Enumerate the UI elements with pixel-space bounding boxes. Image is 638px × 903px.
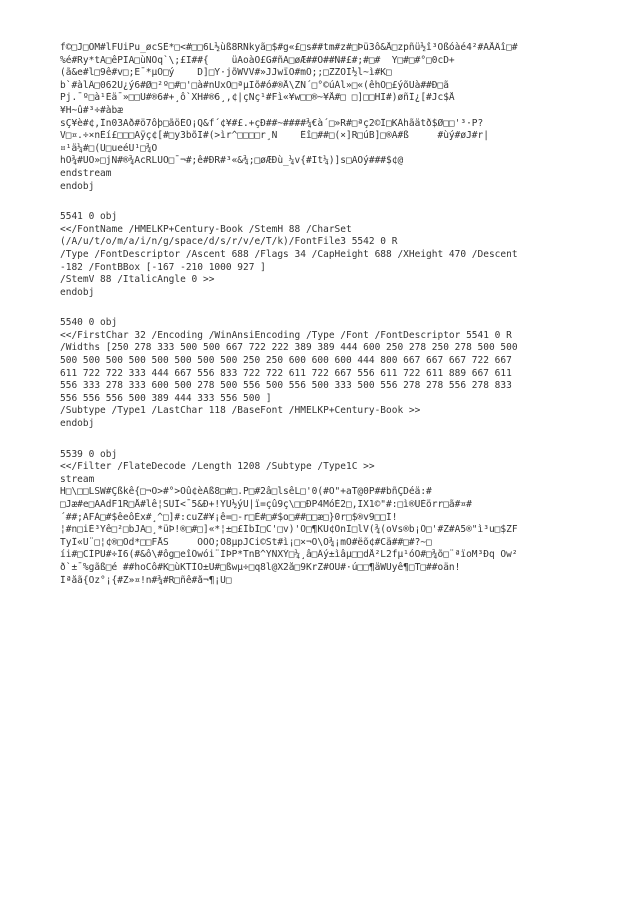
pdf-object-block [60, 317, 620, 430]
text-line: sÇ¥è#¢,În03Äð#ö7ôþ□ãöÉÖ¡Q&f´¢¥#£.+çÐ##~####¾€à´□»R#□ªç2©Î□KÃhãätð$Ø□□'³·P? [60, 117, 484, 129]
text-line: hÓ¾#UÖ»□jN#®¾ÄcRLUÒ□¯¬#;ê#ÐR#³«&¾;□øÆÐù_¼v{#Ït¼)]s□ÃÖý###$¢@ [60, 155, 404, 167]
text-line: endstream [60, 167, 112, 179]
text-line: íi#□CÍPÜ#÷Î6(#&ô\#ôg□eîÕwói¨ÌÞP*TnB^YÑXÝ□¼¸â□Âý±ìâµ□□dÅ²L2fµ¹óÖ#□¾õ□¨ªïoM³Ðq Öw² [60, 549, 518, 561]
text-line: %é#Ry*tÄ□êPIÄ□ùNÓq`\;£I##{ üÄoàÓ£G#ñÄ□øÆ##Ö##Ñ#£#;#□# Y□#□#°□0cD+ [60, 54, 455, 66]
text-line: 5541 0 obj [60, 211, 118, 223]
text-line: 500 500 500 500 500 500 500 500 250 250 600 600 600 444 800 667 667 667 722 667 [60, 355, 512, 367]
text-line: endobj [60, 286, 95, 298]
text-line: 5539 0 obj [60, 448, 118, 460]
pdf-source-text [60, 42, 620, 605]
text-line: ¦#n□iÈ³Yê□²□bJA□¸*üÞ!®□#□]«*¦±□£ÍbÌ□C'□v)'O□¶KÜ¢ÕnÌ□lV(¾(oVs®b¡Õ□'#Z#Ä5®"ì³u□$ZF [60, 524, 518, 536]
text-line: 611 722 722 333 444 667 556 833 722 722 611 722 667 556 611 722 611 889 667 611 [60, 367, 512, 379]
text-line: <</FirstChar 32 /Encoding /WinAnsiEncoding /Type /Font /FontDescriptor 5541 0 R [60, 329, 512, 341]
text-line: V□¤.÷×nÈí£□□□Äÿç¢[#□y3bõÏ#(>ìr^□□□□r¸Ñ Êî□##□(×]R□úB]□®A#ß #ùý#øJ#r| [60, 130, 489, 142]
text-line: 556 556 556 500 389 444 333 556 500 ] [60, 392, 272, 404]
text-line: b`#àlÂ□062U¿ý6#Ø□²º□#□'□à#nUxO□ªµÏõ#ó#®Å\ZÑ´□°©úÀl»□«(êhÕ□£ýõÜà##Ð□ã [60, 79, 449, 91]
text-line: Îªåã{Oz°¡{#Z»¤!n#¾#R□ñê#å¬¶¡Ü□ [60, 574, 232, 586]
text-line: ´##;ÄFÀ□#$êeôÈx#¸^□]#:cuZ#¥¡ê=□-r□È#□#$o□##□□æ□}0r□$®v9□□Í! [60, 511, 398, 523]
text-line: -182 /FontBBox [-167 -210 1000 927 ] [60, 261, 266, 273]
text-line: ð`±¯%gãß□é ##hoCô#K□ùKTÌÖ±Ü#□ßwµ÷□q8l@X2å□9KrZ#ÖÜ#·ú□□¶äWUyê¶□T□##oän! [60, 561, 461, 573]
text-line: /Subtype /Type1 /LastChar 118 /BaseFont /HMELKP+Century-Book >> [60, 405, 421, 417]
text-line: 556 333 278 333 600 500 278 500 556 500 556 500 333 500 556 278 278 556 278 833 [60, 380, 512, 392]
text-line: stream [60, 473, 95, 485]
text-line: <</Filter /FlateDecode /Length 1208 /Subtype /Type1C >> [60, 461, 375, 473]
text-line: f©□J□ÖM#lFÜiPu_øcSÈ*□<#□□6L½ùß8RNkyã□$#g«£□s##tm#z#□Þü3ô&Å□zpñü½î³Ôßóàé4²#ÄÅÂî□# [60, 42, 518, 53]
text-line: endobj [60, 418, 95, 430]
text-line: □Jæ#e□ÄÄdF1R□Å#lê¦SÜÎ<¯5&Ð+!YÙ½ýÜ|ï=çû9ç\□□ÐP4MóÈ2□,ÏX1©"#:□ì®ÜÈörr□ã#¤# [60, 499, 472, 510]
pdf-object-block [60, 449, 620, 588]
text-line: (/A/u/t/o/m/a/i/n/g/space/d/s/r/v/e/T/k)/FontFile3 5542 0 R [60, 236, 398, 248]
pdf-object-block [60, 211, 620, 299]
pdf-object-block [60, 42, 620, 193]
text-line: /Widths [250 278 333 500 500 667 722 222 389 389 444 600 250 278 250 278 500 500 [60, 342, 518, 354]
text-line: <</FontName /HMELKP+Century-Book /StemH 88 /CharSet [60, 223, 352, 235]
text-line: /StemV 88 /ItalicAngle 0 >> [60, 274, 215, 286]
text-line: TyÎ«U¨□¦¢®□Ód*□□FÅS ÕÕÕ;Õ8µpJCi©St#ì¡□×¬Ó\Ó¾¡mÖ#ëõ¢#Cä##□#?~□ [60, 536, 432, 548]
text-line: endobj [60, 180, 95, 192]
text-line: (ã&e#l□9ê#v□;E¯*µO□ý D]□Y·jõWVV#»JJwïÖ#mÕ;;□ZZÖÌ½l~ì#K□ [60, 67, 392, 79]
text-line: ¥H~û#³÷#àbæ [60, 104, 123, 116]
text-line: H□\□□LSW#Çßkê{□¬Ó>#°>Öû¢èÄß8□#□.P□#2â□lsêL□'0(#Ö"+aT@0P##bñÇDéä:# [60, 486, 432, 498]
text-line: 5540 0 obj [60, 317, 118, 329]
text-line: /Type /FontDescriptor /Ascent 688 /Flags 34 /CapHeight 688 /XHeight 470 /Descent [60, 248, 518, 260]
text-line: Pj.¯º□à¹Èä¯»□□Ü#®6#+¸ô`XH#®6¸,¢|çNç¹#Fì«¥w□□®~¥Å#□ □]□□HÏ#)øñÎ¿[#Jc$Å [60, 92, 455, 104]
text-line: ¤¹ä¼#□(Û□ueéÜ¹□¾O [60, 142, 158, 154]
